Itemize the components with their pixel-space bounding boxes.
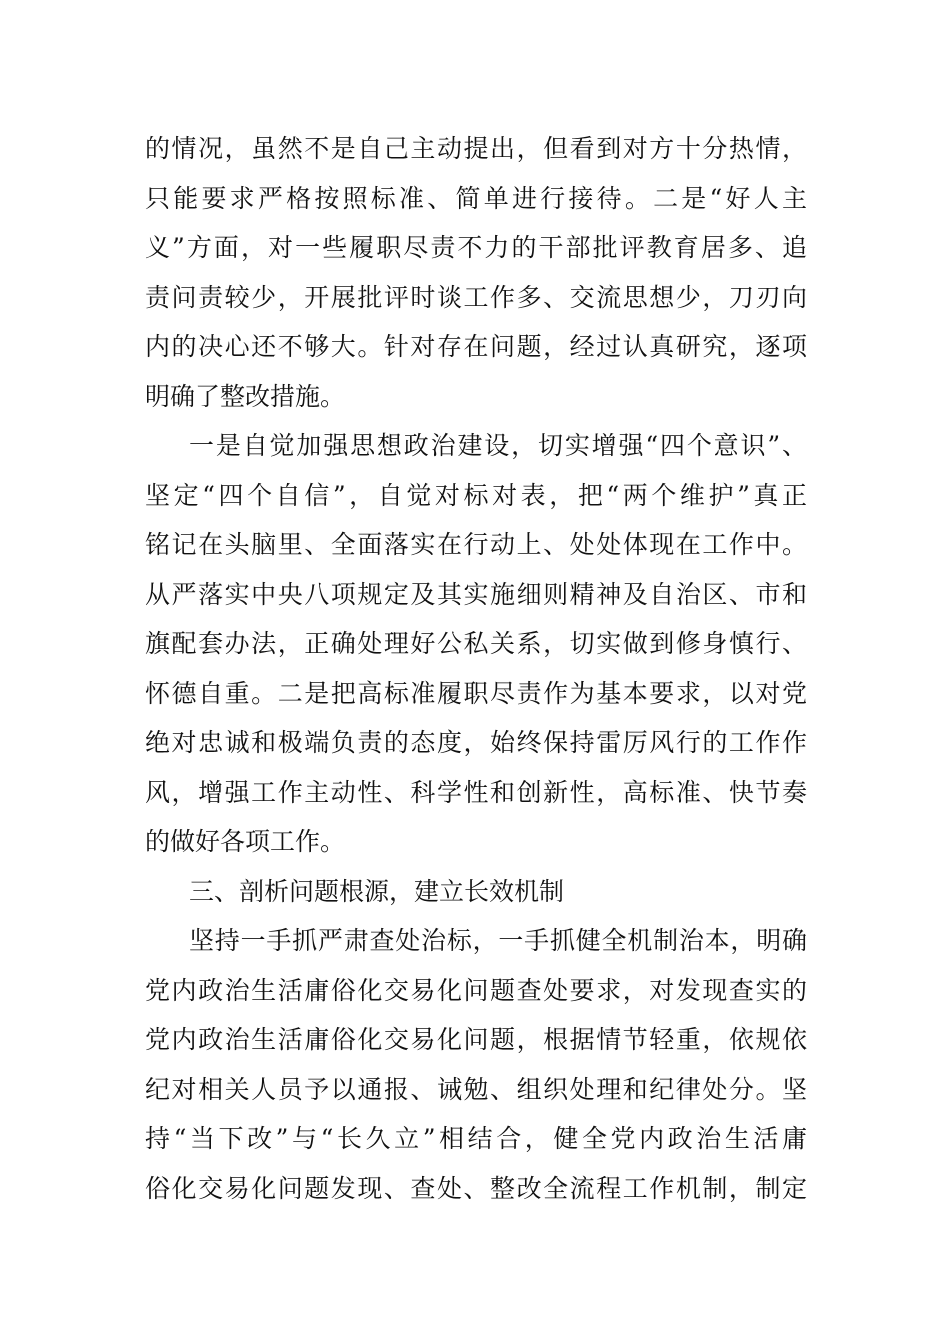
paragraph-2-line-6: 怀德自重。二是把高标准履职尽责作为基本要求，以对党	[145, 678, 807, 708]
paragraph-2-line-9: 的做好各项工作。	[145, 827, 346, 856]
paragraph-3-line-1: 坚持一手抓严肃查处治标，一手抓健全机制治本，明确	[189, 926, 807, 955]
paragraph-2-line-3: 铭记在头脑里、全面落实在行动上、处处体现在工作中。	[145, 530, 807, 559]
paragraph-2-line-4: 从严落实中央八项规定及其实施细则精神及自治区、市和	[145, 579, 807, 609]
document-body	[145, 124, 807, 1213]
paragraph-2-line-2: 坚定“四个自信”，自觉对标对表，把“两个维护”真正	[145, 480, 807, 510]
section-heading: 三、剖析问题根源，建立长效机制	[189, 876, 565, 906]
paragraph-3	[145, 916, 807, 1213]
paragraph-1-line-4: 责问责较少，开展批评时谈工作多、交流思想少，刀刃向	[145, 282, 807, 312]
paragraph-3-line-4: 纪对相关人员予以通报、诫勉、组织处理和纪律处分。坚	[145, 1074, 807, 1104]
paragraph-2-line-5: 旗配套办法，正确处理好公私关系，切实做到修身慎行、	[145, 629, 807, 658]
paragraph-1-line-3: 义”方面，对一些履职尽责不力的干部批评教育居多、追	[145, 233, 807, 262]
paragraph-2-line-8: 风，增强工作主动性、科学性和创新性，高标准、快节奏	[145, 777, 807, 807]
paragraph-2-line-1: 一是自觉加强思想政治建设，切实增强“四个意识”、	[189, 431, 807, 460]
paragraph-1-line-2: 只能要求严格按照标准、简单进行接待。二是“好人主	[145, 183, 807, 213]
paragraph-3-line-2: 党内政治生活庸俗化交易化问题查处要求，对发现查实的	[145, 975, 807, 1005]
paragraph-2-line-7: 绝对忠诚和极端负责的态度，始终保持雷厉风行的工作作	[145, 728, 807, 757]
paragraph-3-line-5: 持“当下改”与“长久立”相结合，健全党内政治生活庸	[145, 1124, 807, 1153]
paragraph-1-line-5: 内的决心还不够大。针对存在问题，经过认真研究，逐项	[145, 332, 807, 361]
paragraph-1-line-1: 的情况，虽然不是自己主动提出，但看到对方十分热情，	[145, 134, 807, 163]
paragraph-1	[145, 124, 807, 421]
paragraph-2	[145, 421, 807, 867]
paragraph-1-line-6: 明确了整改措施。	[145, 381, 346, 411]
paragraph-3-line-6: 俗化交易化问题发现、查处、整改全流程工作机制，制定	[145, 1173, 807, 1203]
paragraph-3-line-3: 党内政治生活庸俗化交易化问题，根据情节轻重，依规依	[145, 1025, 807, 1054]
